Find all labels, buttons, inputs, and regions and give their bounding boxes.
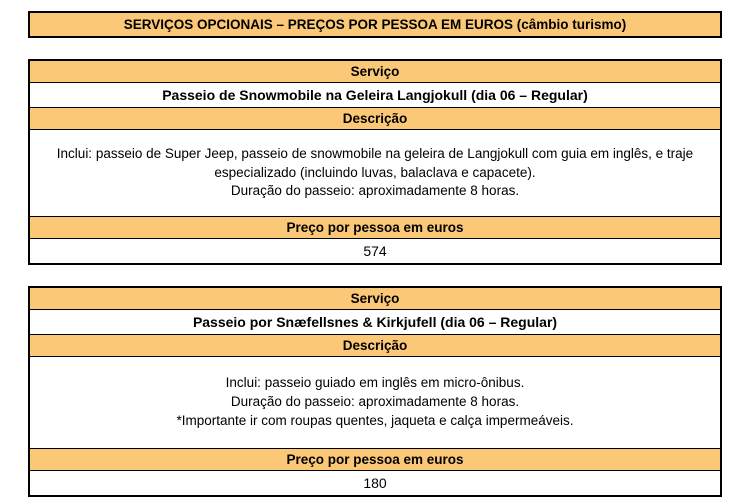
service-description: [30, 130, 720, 217]
document-title: SERVIÇOS OPCIONAIS – PREÇOS POR PESSOA EM EUROS (câmbio turismo): [28, 11, 722, 38]
price-value: 180: [363, 475, 387, 491]
service-header-label: Serviço: [30, 288, 720, 310]
description-line: *Importante ir com roupas quentes, jaqueta e calça impermeáveis.: [176, 412, 574, 428]
price-header-label: Preço por pessoa em euros: [30, 449, 720, 471]
description-header-label: Descrição: [30, 335, 720, 357]
service-name: Passeio de Snowmobile na Geleira Langjokull (dia 06 – Regular): [30, 83, 720, 108]
service-header-label: Serviço: [30, 61, 720, 83]
service-block-snowmobile: [28, 59, 722, 265]
description-line: Inclui: passeio de Super Jeep, passeio de snowmobile na geleira de Langjokull com guia em inglês, e traje especializado (incluindo luvas, balaclava e capacete).: [56, 145, 694, 180]
description-line: Duração do passeio: aproximadamente 8 horas.: [230, 183, 520, 199]
description-line: Duração do passeio: aproximadamente 8 horas.: [230, 394, 520, 410]
price-value: 574: [363, 243, 387, 259]
service-description: [30, 357, 720, 449]
description-line: Inclui: passeio guiado em inglês em micro-ônibus.: [225, 375, 525, 391]
service-name: Passeio por Snæfellsnes & Kirkjufell (dia 06 – Regular): [30, 310, 720, 335]
price-header-label: Preço por pessoa em euros: [30, 217, 720, 239]
description-header-label: Descrição: [30, 108, 720, 130]
service-block-snaefellsnes: [28, 286, 722, 497]
